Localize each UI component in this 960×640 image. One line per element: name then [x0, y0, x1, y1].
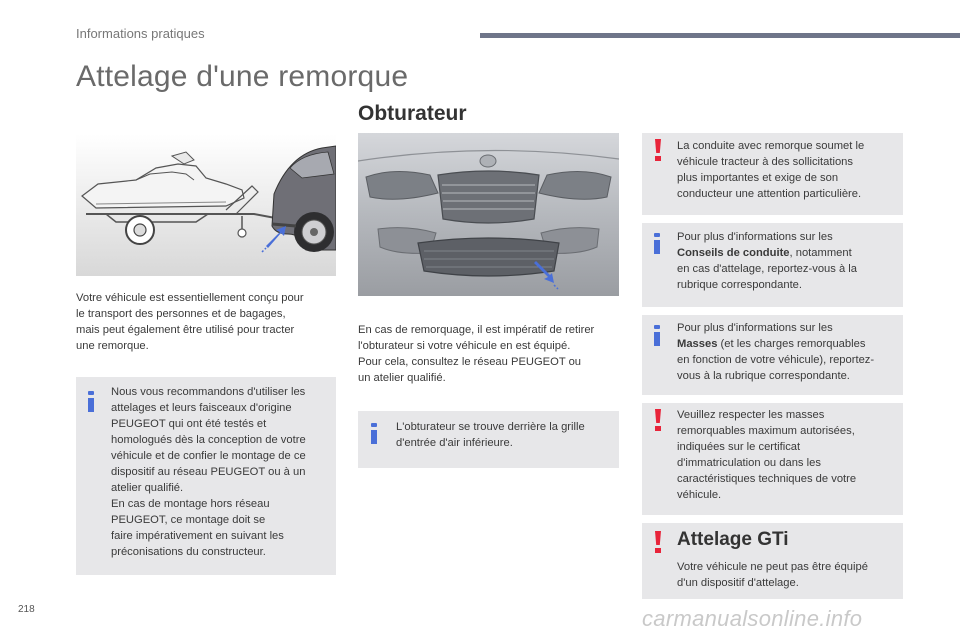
info-box-recommendation: Nous vous recommandons d'utiliser les attelages et leurs faisceaux d'origine PEUGEOT qui ont été testés et homologués dès la conception de votre véhicule et de confier le montage de ce dispositif au réseau PEUGEOT ou à un atelier qualifié. En cas de montage hors réseau PEUGEOT, ce montage doit se faire impérativement en suivant les préconisations du constructeur.: [76, 377, 336, 575]
page-title: Attelage d'une remorque: [76, 60, 409, 93]
warning-icon: [653, 409, 663, 431]
intro-paragraph: Votre véhicule est essentiellement conçu pour le transport des personnes et de bagages, mais peut également être utilisé pour tracter une remorque.: [76, 292, 304, 352]
info-box-masses: Pour plus d'informations sur les Masses (et les charges remorquables en fonction de votre véhicule), reportez- vous à la rubrique correspondante.: [642, 315, 903, 395]
obturateur-paragraph: En cas de remorquage, il est impératif de retirer l'obturateur si votre véhicule en est équipé. Pour cela, consultez le réseau PEUGEOT ou un atelier qualifié.: [358, 324, 595, 384]
watermark: carmanualsonline.info: [642, 606, 863, 631]
warning-box-masses: Veuillez respecter les masses remorquables maximum autorisées, indiquées sur le certificat d'immatriculation ou dans les caractéristiques techniques de votre véhicule.: [642, 403, 903, 515]
gti-title: Attelage GTi: [677, 529, 789, 550]
warning-icon: [653, 531, 663, 553]
info-box-conseils: Pour plus d'informations sur les Conseils de conduite, notamment en cas d'attelage, reportez-vous à la rubrique correspondante.: [642, 223, 903, 307]
warning-box-driving: La conduite avec remorque soumet le véhicule tracteur à des sollicitations plus importantes et exige de son conducteur une attention particulière.: [642, 133, 903, 215]
info-icon: [87, 391, 97, 413]
section-header: Informations pratiques: [76, 26, 205, 41]
masses-link-text: Masses: [677, 338, 718, 350]
page-number: 218: [18, 604, 35, 615]
conseils-link-text: Conseils de conduite: [677, 247, 790, 259]
trailer-illustration: [76, 134, 336, 276]
header-bar: [480, 33, 960, 38]
info-icon: [653, 233, 663, 255]
warning-icon: [653, 139, 663, 161]
info-icon: [370, 423, 380, 445]
warning-box-gti: Attelage GTi Votre véhicule ne peut pas être équipé d'un dispositif d'attelage.: [642, 523, 903, 599]
section-title-obturateur: Obturateur: [358, 102, 467, 125]
front-grille-photo: [358, 133, 619, 296]
info-box-obturateur: L'obturateur se trouve derrière la grille d'entrée d'air inférieure.: [358, 411, 619, 468]
info-icon: [653, 325, 663, 347]
